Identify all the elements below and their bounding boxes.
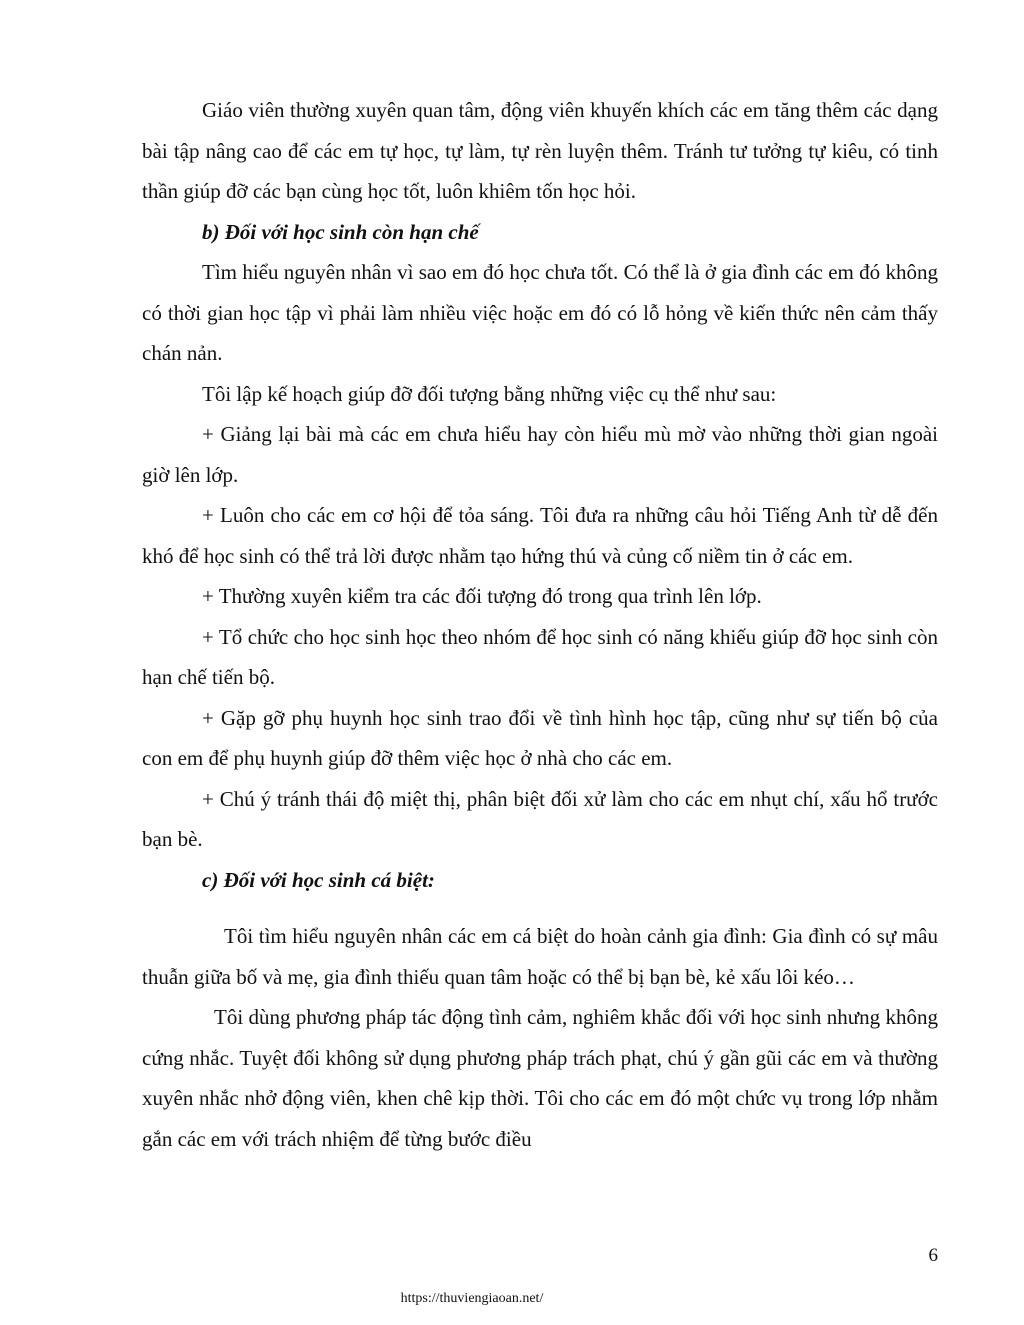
footer <box>0 1291 1024 1307</box>
list-item-group-study: + Tổ chức cho học sinh học theo nhóm để học sinh có năng khiếu giúp đỡ học sinh còn hạn chế tiến bộ. <box>142 624 938 689</box>
paragraph-special-methods: Tôi dùng phương pháp tác động tình cảm, nghiêm khắc đối với học sinh nhưng không cứng nhắc. Tuyệt đối không sử dụng phương pháp trách phạt, chú ý gần gũi các em và thường xuyên nhắc nhở động viên, khen chê kịp thời. Tôi cho các em đó một chức vụ trong lớp nhằm gắn các em với trách nhiệm để từng bước điều <box>142 1005 938 1151</box>
list-item-check: + Thường xuyên kiểm tra các đối tượng đó trong qua trình lên lớp. <box>202 584 762 608</box>
paragraph-plan-intro: Tôi lập kế hoạch giúp đỡ đối tượng bằng những việc cụ thể như sau: <box>202 381 777 406</box>
paragraph-special-causes: Tôi tìm hiểu nguyên nhân các em cá biệt do hoàn cảnh gia đình: Gia đình có sự mâu thuẫn giữa bố và mẹ, gia đình thiếu quan tâm hoặc có thể bị bạn bè, kẻ xấu lôi kéo… <box>142 924 938 989</box>
page-number: 6 <box>928 1245 938 1266</box>
heading-limited-students: b) Đối với học sinh còn hạn chế <box>202 219 479 244</box>
list-item-meet-parents: + Gặp gỡ phụ huynh học sinh trao đổi về tình hình học tập, cũng như sự tiến bộ của con em để phụ huynh giúp đỡ thêm việc học ở nhà cho các em. <box>142 705 938 770</box>
heading-special-students: c) Đối với học sinh cá biệt: <box>202 867 435 892</box>
footer-url-link[interactable]: https://thuviengiaoan.net/ <box>400 1291 544 1306</box>
list-item-avoid-discrimination: + Chú ý tránh thái độ miệt thị, phân biệt đối xử làm cho các em nhụt chí, xấu hổ trước bạn bè. <box>142 786 938 851</box>
paragraph-find-causes: Tìm hiểu nguyên nhân vì sao em đó học chưa tốt. Có thể là ở gia đình các em đó không có thời gian học tập vì phải làm nhiều việc hoặc em đó có lỗ hỏng về kiến thức nên cảm thấy chán nản. <box>142 260 938 365</box>
list-item-reteach: + Giảng lại bài mà các em chưa hiểu hay còn hiểu mù mờ vào những thời gian ngoài giờ lên lớp. <box>142 422 938 487</box>
document-body <box>142 90 938 1159</box>
list-item-opportunity: + Luôn cho các em cơ hội để tỏa sáng. Tôi đưa ra những câu hỏi Tiếng Anh từ dễ đến khó để học sinh có thể trả lời được nhằm tạo hứng thú và củng cố niềm tin ở các em. <box>142 503 938 568</box>
paragraph-teacher-encouragement: Giáo viên thường xuyên quan tâm, động viên khuyến khích các em tăng thêm các dạng bài tập nâng cao để các em tự học, tự làm, tự rèn luyện thêm. Tránh tư tưởng tự kiêu, có tinh thần giúp đỡ các bạn cùng học tốt, luôn khiêm tốn học hỏi. <box>142 98 938 203</box>
